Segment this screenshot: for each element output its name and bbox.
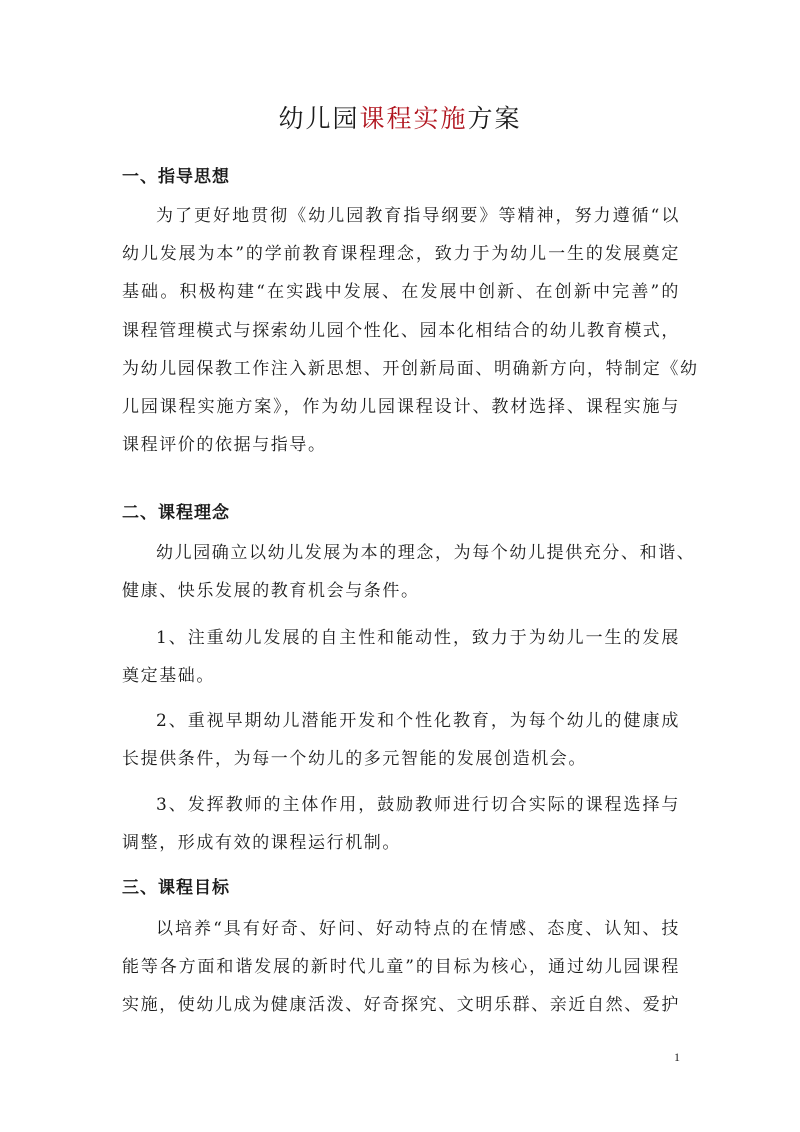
page-number: 1: [674, 1050, 680, 1064]
paragraph-point-3: [122, 786, 680, 862]
paragraph-guiding-ideology: [122, 197, 699, 464]
text-line: 儿园课程实施方案》，作为幼儿园课程设计、教材选择、课程实施与: [122, 397, 680, 418]
text-line: 奠定基础。: [122, 666, 215, 687]
text-line: 以培养“具有好奇、好问、好动特点的在情感、态度、认知、技: [156, 919, 680, 939]
text-line: 课程评价的依据与指导。: [122, 435, 327, 456]
text-line: 2、重视早期幼儿潜能开发和个性化教育，为每个幼儿的健康成: [156, 711, 680, 731]
section-heading-2: 二、课程理念: [122, 503, 230, 523]
section-heading-3: 三、课程目标: [122, 878, 230, 898]
text-line: 为了更好地贯彻《幼儿园教育指导纲要》等精神，努力遵循“以: [156, 206, 680, 226]
text-line: 长提供条件，为每一个幼儿的多元智能的发展创造机会。: [122, 749, 587, 770]
text-line: 为幼儿园保教工作注入新思想、开创新局面、明确新方向，特制定《幼: [122, 358, 699, 379]
text-line: 能等各方面和谐发展的新时代儿童”的目标为核心，通过幼儿园课程: [122, 957, 680, 978]
title-suffix: 方案: [467, 104, 522, 133]
text-line: 幼儿园确立以幼儿发展为本的理念，为每个幼儿提供充分、和谐、: [156, 543, 696, 563]
text-line: 调整，形成有效的课程运行机制。: [122, 833, 401, 854]
paragraph-point-1: [122, 619, 680, 695]
text-line: 1、注重幼儿发展的自主性和能动性，致力于为幼儿一生的发展: [156, 628, 680, 648]
section-heading-1: 一、指导思想: [122, 167, 230, 187]
text-line: 幼儿发展为本”的学前教育课程理念，致力于为幼儿一生的发展奠定: [122, 244, 680, 265]
paragraph-curriculum-concept: [122, 534, 696, 610]
document-title: [0, 101, 800, 137]
text-line: 课程管理模式与探索幼儿园个性化、园本化相结合的幼儿教育模式，: [122, 320, 680, 341]
paragraph-curriculum-goals: [122, 910, 680, 1025]
paragraph-point-2: [122, 702, 680, 778]
text-line: 3、发挥教师的主体作用，鼓励教师进行切合实际的课程选择与: [156, 795, 680, 815]
text-line: 实施，使幼儿成为健康活泼、好奇探究、文明乐群、亲近自然、爱护: [122, 995, 680, 1016]
title-highlight: 课程实施: [359, 104, 468, 133]
text-line: 健康、快乐发展的教育机会与条件。: [122, 581, 420, 602]
text-line: 基础。积极构建“在实践中发展、在发展中创新、在创新中完善”的: [122, 282, 680, 303]
title-prefix: 幼儿园: [278, 104, 360, 133]
